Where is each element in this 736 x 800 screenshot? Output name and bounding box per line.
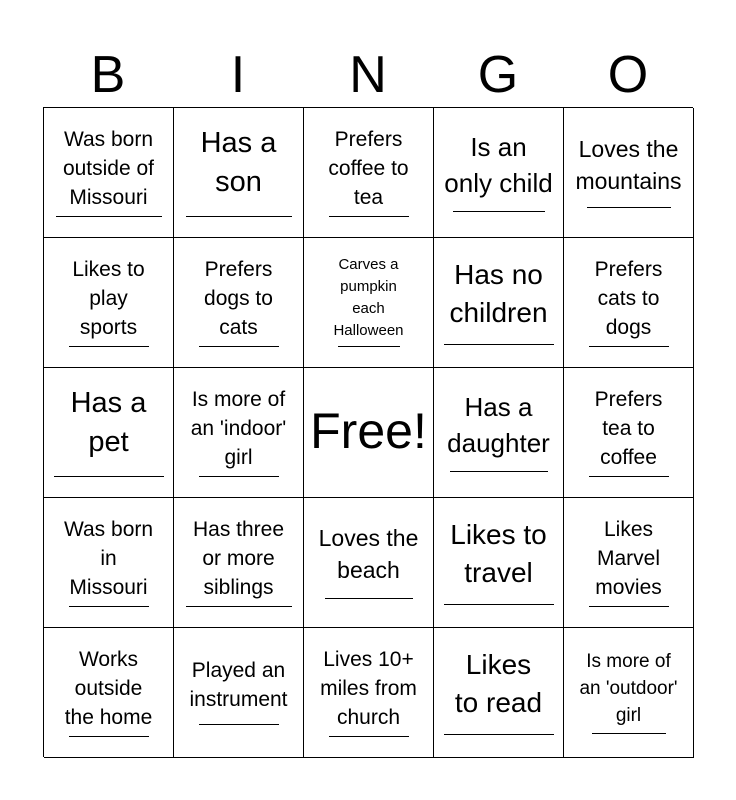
bingo-cell-works-outside[interactable] <box>44 628 174 758</box>
signature-line <box>589 476 669 477</box>
signature-line <box>592 733 666 734</box>
header-letter-g: G <box>477 46 519 104</box>
header-letter-n: N <box>349 46 387 104</box>
cell-text: Has three or more siblings <box>192 517 285 599</box>
bingo-cell-has-daughter[interactable] <box>434 368 564 498</box>
signature-line <box>325 598 413 599</box>
bingo-cell-played-instrument[interactable] <box>174 628 304 758</box>
signature-line <box>329 216 409 217</box>
bingo-cell-cats-to-dogs[interactable] <box>564 238 694 368</box>
cell-text: Was born outside of Missouri <box>62 127 155 209</box>
signature-line <box>444 344 554 345</box>
signature-line <box>199 346 279 347</box>
bingo-cell-dogs-to-cats[interactable] <box>174 238 304 368</box>
signature-line <box>199 724 279 725</box>
signature-line <box>589 606 669 607</box>
signature-line <box>186 606 292 607</box>
header-letter-i: I <box>230 46 246 104</box>
cell-text: Has a pet <box>70 387 147 458</box>
cell-text: Was born in Missouri <box>63 517 154 599</box>
bingo-cell-likes-travel[interactable] <box>434 498 564 628</box>
bingo-cell-tea-to-coffee[interactable] <box>564 368 694 498</box>
cell-text: Likes to play sports <box>72 257 145 339</box>
bingo-cell-coffee-to-tea[interactable] <box>304 108 434 238</box>
signature-line <box>69 606 149 607</box>
bingo-cell-three-siblings[interactable] <box>174 498 304 628</box>
bingo-grid <box>43 107 693 757</box>
bingo-cell-only-child[interactable] <box>434 108 564 238</box>
cell-text: Works outside the home <box>64 647 153 729</box>
signature-line <box>444 604 554 605</box>
signature-line <box>69 736 149 737</box>
bingo-cell-has-pet[interactable] <box>44 368 174 498</box>
cell-text: Is more of an 'indoor' girl <box>190 387 287 469</box>
header-letter-o: O <box>607 46 649 104</box>
signature-line <box>338 346 400 347</box>
cell-text: Prefers coffee to tea <box>328 127 409 209</box>
bingo-cell-loves-beach[interactable] <box>304 498 434 628</box>
bingo-cell-no-children[interactable] <box>434 238 564 368</box>
header-letter-b: B <box>90 46 126 104</box>
signature-line <box>453 211 545 212</box>
cell-text: Played an instrument <box>189 659 288 711</box>
cell-text: Prefers cats to dogs <box>594 257 663 339</box>
cell-text: Lives 10+ miles from church <box>320 647 417 729</box>
bingo-cell-indoor-girl[interactable] <box>174 368 304 498</box>
cell-text: Has no children <box>449 259 548 328</box>
bingo-cell-free[interactable] <box>304 368 434 498</box>
signature-line <box>589 346 669 347</box>
signature-line <box>450 471 548 472</box>
cell-text: Is an only child <box>444 132 553 198</box>
cell-text: Carves a pumpkin each Halloween <box>333 256 404 339</box>
bingo-cell-marvel-movies[interactable] <box>564 498 694 628</box>
bingo-cell-likes-read[interactable] <box>434 628 564 758</box>
free-space-text: Free! <box>310 402 427 459</box>
bingo-cell-carves-pumpkin[interactable] <box>304 238 434 368</box>
cell-text: Prefers dogs to cats <box>204 257 273 339</box>
signature-line <box>587 207 671 208</box>
bingo-cell-lives-far[interactable] <box>304 628 434 758</box>
cell-text: Is more of an 'outdoor' girl <box>579 650 678 726</box>
cell-text: Likes to read <box>454 649 543 718</box>
signature-line <box>199 476 279 477</box>
cell-text: Has a daughter <box>447 392 550 458</box>
signature-line <box>54 476 164 477</box>
signature-line <box>444 734 554 735</box>
signature-line <box>329 736 409 737</box>
signature-line <box>56 216 162 217</box>
bingo-cell-born-in-missouri[interactable] <box>44 498 174 628</box>
cell-text: Prefers tea to coffee <box>594 387 663 469</box>
bingo-cell-loves-mountains[interactable] <box>564 108 694 238</box>
bingo-cell-born-outside-missouri[interactable] <box>44 108 174 238</box>
signature-line <box>186 216 292 217</box>
cell-text: Has a son <box>200 127 277 198</box>
cell-text: Loves the mountains <box>575 136 682 194</box>
bingo-cell-has-son[interactable] <box>174 108 304 238</box>
cell-text: Loves the beach <box>318 525 419 583</box>
cell-text: Likes to travel <box>450 519 547 588</box>
cell-text: Likes Marvel movies <box>595 517 662 599</box>
bingo-cell-likes-sports[interactable] <box>44 238 174 368</box>
signature-line <box>69 346 149 347</box>
bingo-cell-outdoor-girl[interactable] <box>564 628 694 758</box>
bingo-header <box>43 44 693 106</box>
